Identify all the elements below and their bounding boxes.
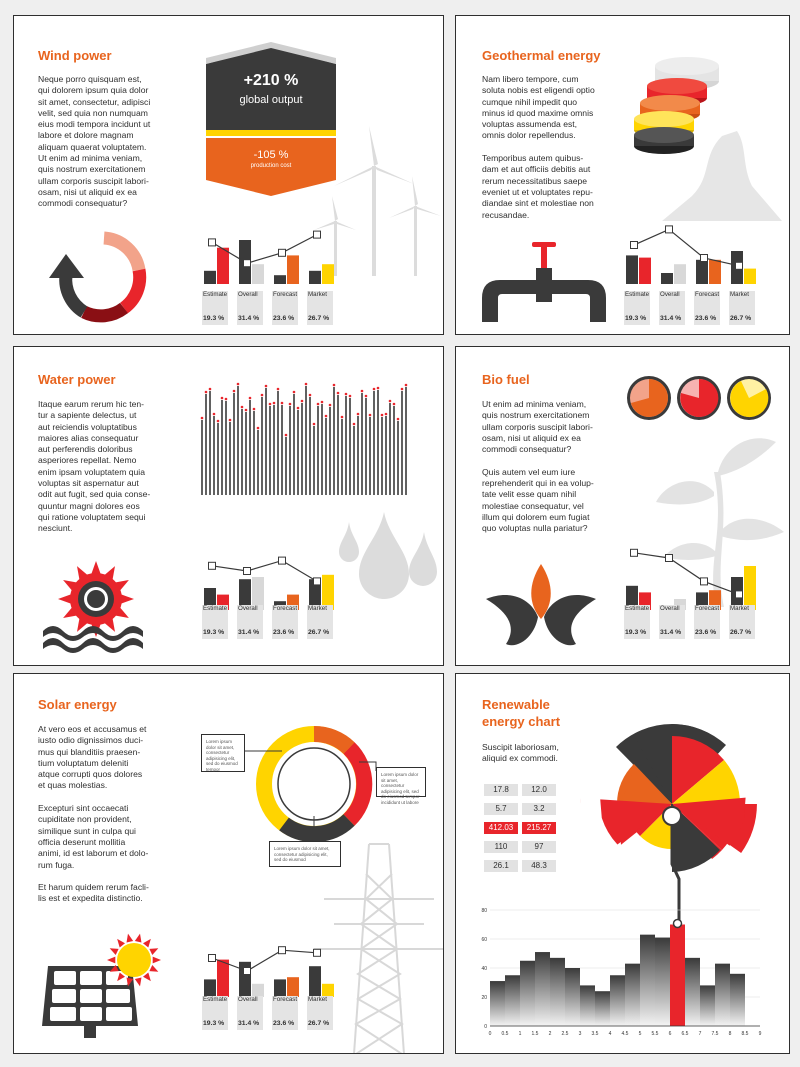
- renewable-body: Suscipit laboriosam, aliquid ex commodi.: [482, 742, 559, 764]
- mini-percent-label: 26.7 %: [308, 315, 330, 322]
- mini-percent-label: 23.6 %: [695, 629, 717, 636]
- water-power-title: Water power: [38, 372, 116, 387]
- mini-category-label: Market: [730, 291, 749, 298]
- table-cell: 215.27: [522, 822, 556, 834]
- renewable-energy-panel: [455, 673, 790, 1054]
- mini-category-label: Overall: [660, 291, 680, 298]
- mini-bar: [674, 264, 686, 284]
- water-level-dot: [321, 401, 324, 404]
- bio-fuel-body: Ut enim ad minima veniam, quis nostrum exercitationem ullam corporis suscipit labori- osam, nisi ut aliquid ex ea commodi consequatur? Quis autem vel eum iure reprehenderit qui in ea volup- tate velit esse quam nihil molestiae consequatur, vel illum qui dolorem eum fugiat quo voluptas nulla pariatur?: [482, 399, 594, 534]
- mini-trend-marker: [736, 262, 743, 269]
- x-tick-label: 9: [758, 1031, 762, 1037]
- mini-category-label: Estimate: [203, 605, 228, 612]
- mini-bars: [626, 226, 756, 284]
- bar: [535, 952, 550, 1026]
- x-tick-label: 2: [548, 1031, 552, 1037]
- mini-bar: [322, 264, 334, 284]
- highlight-bar: [670, 925, 685, 1027]
- production-cost-label: production cost: [250, 163, 292, 169]
- x-tick-label: 8: [728, 1031, 732, 1037]
- water-level-dot: [405, 384, 408, 387]
- mini-bars: [626, 549, 756, 610]
- water-level-dot: [345, 393, 348, 396]
- mini-bar: [639, 258, 651, 284]
- bar: [715, 964, 730, 1026]
- bar: [490, 981, 505, 1026]
- highlight-marker: [674, 920, 682, 928]
- mini-bar: [744, 269, 756, 284]
- water-level-dot: [305, 383, 308, 386]
- mini-category-label: Forecast: [273, 291, 298, 298]
- mini-percent-label: 31.4 %: [660, 315, 682, 322]
- table-cell: 110: [484, 841, 518, 853]
- sun-ray: [149, 948, 158, 955]
- table-cell: 97: [522, 841, 556, 853]
- table-cell: 26.1: [484, 860, 518, 872]
- water-level-dot: [337, 392, 340, 395]
- water-level-dot: [293, 391, 296, 394]
- x-tick-label: 4.5: [621, 1031, 629, 1037]
- mini-category-label: Market: [308, 996, 327, 1003]
- mini-percent-label: 31.4 %: [238, 315, 260, 322]
- mini-bars: [204, 231, 334, 284]
- mini-bars: [204, 947, 334, 997]
- water-level-dot: [237, 383, 240, 386]
- sun-ray: [107, 957, 115, 964]
- sun-ray: [153, 957, 161, 964]
- production-cost-value: -105 %: [253, 149, 289, 161]
- bar: [610, 975, 625, 1026]
- sun-ray: [143, 939, 151, 948]
- water-level-dot: [385, 413, 388, 416]
- water-level-dot: [357, 413, 360, 416]
- water-level-dot: [377, 387, 380, 390]
- mini-percent-label: 23.6 %: [273, 315, 295, 322]
- water-level-dot: [265, 385, 268, 388]
- y-tick-label: 0: [484, 1024, 487, 1030]
- water-level-dot: [361, 390, 364, 393]
- water-level-dot: [365, 395, 368, 398]
- mini-category-label: Market: [308, 291, 327, 298]
- table-cell: 12.0: [522, 784, 556, 796]
- mini-trend-marker: [666, 555, 673, 562]
- mini-category-label: Forecast: [695, 605, 720, 612]
- mini-bar: [204, 979, 216, 997]
- water-level-dot: [281, 402, 284, 405]
- table-cell: 17.8: [484, 784, 518, 796]
- water-level-dot: [317, 403, 320, 406]
- mini-bar-chart: [624, 542, 764, 614]
- mini-trend-marker: [209, 955, 216, 962]
- mini-category-label: Forecast: [695, 291, 720, 298]
- x-tick-label: 6.5: [681, 1031, 689, 1037]
- geothermal-panel: [455, 15, 790, 335]
- mini-trend-marker: [631, 549, 638, 556]
- mini-trend-line: [212, 561, 317, 582]
- water-level-dot: [373, 388, 376, 391]
- solar-energy-body: At vero eos et accusamus et iusto odio dignissimos duci- mus qui blanditiis praesen- tium voluptatum deleniti atque corrupti quos dolores et quas molestias. Excepturi sint occaecati cupiditate non provident, similique sunt in culpa qui officia deserunt mollitia animi, id est laborum et dolo- rum fuga. Et harum quidem rerum facli- lis est et expedita distinctio.: [38, 724, 149, 904]
- water-level-dot: [249, 397, 252, 400]
- wind-power-panel: [13, 15, 444, 335]
- mini-trend-marker: [631, 242, 638, 249]
- mini-bar: [309, 966, 321, 997]
- mini-percent-label: 26.7 %: [308, 1020, 330, 1027]
- mini-trend-marker: [244, 568, 251, 575]
- bar: [595, 991, 610, 1026]
- mini-percent-label: 19.3 %: [625, 629, 647, 636]
- bio-fuel-panel: [455, 346, 790, 666]
- y-tick-label: 80: [481, 908, 487, 914]
- gauge-icons: [626, 375, 776, 421]
- mini-trend-marker: [209, 562, 216, 569]
- water-level-dot: [289, 403, 292, 406]
- mini-percent-label: 26.7 %: [308, 629, 330, 636]
- mini-trend-marker: [244, 968, 251, 975]
- mini-bars: [204, 557, 334, 610]
- water-level-dot: [297, 407, 300, 410]
- bar: [550, 958, 565, 1026]
- mini-trend-marker: [314, 231, 321, 238]
- mini-category-label: Overall: [660, 605, 680, 612]
- water-level-dot: [213, 413, 216, 416]
- mini-bar-chart: [202, 542, 342, 614]
- mini-bar: [274, 979, 286, 997]
- mini-bar: [217, 960, 229, 997]
- geothermal-body: Nam libero tempore, cum soluta nobis est eligendi optio cumque nihil impedit quo minus id quod maxime omnis voluptas assumenda est, omnis dolor repellendus. Temporibus autem quibus- dam et aut officiis debitis aut rerum necessitatibus saepe eveniet ut et voluptates repu- diandae sint et molestiae non recusandae.: [482, 74, 595, 220]
- table-cell: 412.03: [484, 822, 518, 834]
- water-level-dot: [369, 414, 372, 417]
- wind-power-title: Wind power: [38, 48, 112, 63]
- water-power-panel: [13, 346, 444, 666]
- mini-percent-label: 19.3 %: [203, 1020, 225, 1027]
- bar: [580, 985, 595, 1026]
- x-tick-label: 7: [698, 1031, 702, 1037]
- sun-ray: [143, 972, 151, 981]
- bar: [640, 935, 655, 1026]
- x-tick-label: 6: [668, 1031, 672, 1037]
- mini-bar: [309, 271, 321, 284]
- solar-energy-panel: [13, 673, 444, 1054]
- mini-category-label: Estimate: [625, 291, 650, 298]
- water-level-dot: [221, 397, 224, 400]
- x-tick-label: 1: [518, 1031, 522, 1037]
- mini-bar: [204, 271, 216, 284]
- callout-box-left: Lorem ipsum dolor sit amet, consectetur adipisicing elit, sed do eiusmod tempor: [201, 734, 245, 772]
- water-level-dot: [313, 423, 316, 426]
- x-tick-label: 5.5: [651, 1031, 659, 1037]
- sun-ray: [117, 939, 125, 948]
- mini-percent-label: 19.3 %: [625, 315, 647, 322]
- mini-bar-chart: [202, 216, 342, 288]
- mini-trend-marker: [701, 255, 708, 262]
- callout-box-right: Lorem ipsum dolor sit amet, consectetur adipisicing elit, sed do eiusmod tempor incididunt ut labore: [376, 767, 426, 797]
- sun-ray: [135, 934, 142, 943]
- mini-category-label: Overall: [238, 291, 258, 298]
- water-level-dot: [309, 394, 312, 397]
- water-level-dot: [241, 406, 244, 409]
- water-level-dot: [393, 403, 396, 406]
- mini-bar-chart: [624, 216, 764, 288]
- water-level-dot: [381, 414, 384, 417]
- water-level-dot: [257, 427, 260, 430]
- y-tick-label: 20: [481, 995, 487, 1001]
- water-level-dot: [341, 416, 344, 419]
- mini-percent-label: 31.4 %: [238, 1020, 260, 1027]
- mini-percent-label: 31.4 %: [238, 629, 260, 636]
- sun-ray: [110, 948, 119, 955]
- disc-stack-icon: [632, 46, 787, 226]
- water-level-dot: [233, 390, 236, 393]
- x-tick-label: 3: [578, 1031, 582, 1037]
- mini-bar: [287, 977, 299, 997]
- global-output-label: global output: [239, 94, 303, 106]
- mini-category-label: Overall: [238, 605, 258, 612]
- mini-category-label: Market: [730, 605, 749, 612]
- mini-trend-marker: [701, 578, 708, 585]
- mini-percent-label: 26.7 %: [730, 315, 752, 322]
- water-level-dot: [269, 403, 272, 406]
- water-level-dot: [285, 434, 288, 437]
- water-level-dot: [273, 402, 276, 405]
- mini-category-label: Estimate: [203, 996, 228, 1003]
- mini-bar: [696, 260, 708, 284]
- mini-trend-marker: [666, 226, 673, 233]
- sun-ray: [135, 977, 142, 986]
- x-tick-label: 3.5: [591, 1031, 599, 1037]
- mini-trend-marker: [279, 557, 286, 564]
- water-level-dot: [217, 420, 220, 423]
- geothermal-title: Geothermal energy: [482, 48, 601, 63]
- x-tick-label: 7.5: [711, 1031, 719, 1037]
- mini-trend-marker: [314, 578, 321, 585]
- mini-percent-label: 23.6 %: [273, 629, 295, 636]
- bio-fuel-title: Bio fuel: [482, 372, 530, 387]
- callout-box-bottom: Lorem ipsum dolor sit amet, consectetur adipisicing elit, sed do eiusmod: [269, 841, 341, 867]
- mini-bar: [709, 260, 721, 284]
- water-level-dot: [209, 388, 212, 391]
- water-level-dot: [333, 384, 336, 387]
- water-level-dot: [401, 388, 404, 391]
- water-drop-icon: [329, 512, 439, 612]
- water-level-dot: [397, 418, 400, 421]
- mini-bar: [287, 255, 299, 284]
- water-level-dot: [277, 388, 280, 391]
- water-wheel-icon: [38, 559, 148, 654]
- mini-category-label: Forecast: [273, 605, 298, 612]
- table-cell: 3.2: [522, 803, 556, 815]
- bar-chart: [474, 902, 774, 1042]
- table-cell: 48.3: [522, 860, 556, 872]
- water-level-dot: [225, 398, 228, 401]
- mini-chart-labels: [624, 291, 764, 327]
- mini-chart-labels: [202, 605, 342, 641]
- circular-arrow-icon: [44, 230, 154, 325]
- sun-ray: [149, 965, 158, 972]
- bar: [685, 958, 700, 1026]
- water-level-dot: [389, 400, 392, 403]
- mini-chart-labels: [624, 605, 764, 641]
- bar: [625, 964, 640, 1026]
- water-level-dot: [245, 409, 248, 412]
- mini-category-label: Market: [308, 605, 327, 612]
- bar: [565, 968, 580, 1026]
- x-tick-label: 8.5: [741, 1031, 749, 1037]
- mini-percent-label: 19.3 %: [203, 315, 225, 322]
- water-level-dot: [353, 423, 356, 426]
- table-cell: 5.7: [484, 803, 518, 815]
- mini-bar: [744, 566, 756, 610]
- water-level-dot: [349, 395, 352, 398]
- mini-percent-label: 23.6 %: [695, 315, 717, 322]
- mini-category-label: Overall: [238, 996, 258, 1003]
- water-level-dot: [201, 417, 204, 420]
- bar: [730, 974, 745, 1026]
- water-level-dot: [253, 408, 256, 411]
- global-output-badge: [206, 46, 336, 196]
- mini-bar: [252, 264, 264, 284]
- x-tick-label: 1.5: [531, 1031, 539, 1037]
- mini-percent-label: 31.4 %: [660, 629, 682, 636]
- bar: [655, 938, 670, 1026]
- solar-panel-icon: [42, 932, 172, 1042]
- mini-trend-marker: [736, 591, 743, 598]
- x-tick-label: 4: [608, 1031, 612, 1037]
- mini-trend-line: [634, 553, 739, 595]
- water-level-dot: [329, 404, 332, 407]
- x-tick-label: 5: [638, 1031, 642, 1037]
- mini-bar: [274, 275, 286, 284]
- x-tick-label: 2.5: [561, 1031, 569, 1037]
- mini-trend-marker: [314, 949, 321, 956]
- bar: [700, 985, 715, 1026]
- mini-trend-marker: [279, 947, 286, 954]
- bar: [520, 961, 535, 1026]
- y-tick-label: 40: [481, 966, 487, 972]
- mini-bar: [661, 273, 673, 284]
- renewable-title: Renewable energy chart: [482, 697, 561, 729]
- mini-chart-labels: [202, 291, 342, 327]
- mini-percent-label: 23.6 %: [273, 1020, 295, 1027]
- water-level-dot: [301, 400, 304, 403]
- x-tick-label: 0: [488, 1031, 492, 1037]
- water-level-lines: [200, 375, 410, 500]
- mini-percent-label: 19.3 %: [203, 629, 225, 636]
- solar-energy-title: Solar energy: [38, 697, 117, 712]
- global-output-value: +210 %: [243, 72, 299, 89]
- mini-trend-marker: [209, 239, 216, 246]
- water-level-dot: [261, 394, 264, 397]
- mini-bar: [217, 248, 229, 284]
- wind-power-body: Neque porro quisquam est, qui dolorem ipsum quia dolor sit amet, consectetur, adipisci velit, sed quia non numquam eius modi tempora incidunt ut labore et dolore magnam aliquam quaerat voluptatem. Ut enim ad minima veniam, quis nostrum exercitationem ullam corporis suscipit labori- osam, nisi ut aliquid ex ea commodi consequatur?: [38, 74, 151, 209]
- mini-category-label: Forecast: [273, 996, 298, 1003]
- x-tick-label: 0.5: [501, 1031, 509, 1037]
- water-level-dot: [325, 415, 328, 418]
- water-level-dot: [205, 391, 208, 394]
- mini-bar: [626, 255, 638, 284]
- pipe-valve-icon: [478, 242, 608, 327]
- mini-trend-marker: [244, 260, 251, 267]
- mini-chart-labels: [202, 996, 342, 1032]
- mini-bar-chart: [202, 929, 342, 1001]
- y-tick-label: 60: [481, 937, 487, 943]
- mini-percent-label: 26.7 %: [730, 629, 752, 636]
- mini-trend-marker: [279, 249, 286, 256]
- sun-ray: [127, 934, 134, 943]
- bar: [505, 975, 520, 1026]
- mini-category-label: Estimate: [203, 291, 228, 298]
- water-power-body: Itaque earum rerum hic ten- tur a sapiente delectus, ut aut reiciendis voluptatibus maiores alias consequatur aut perferendis doloribus asperiores repellat. Nemo enim ipsam voluptatem quia voluptas sit aspernatur aut odit aut fugit, sed quia conse- quuntur magni dolores eos qui ratione voluptatem sequi nesciunt.: [38, 399, 151, 534]
- flame-leaf-icon: [486, 559, 596, 649]
- mini-category-label: Estimate: [625, 605, 650, 612]
- water-level-dot: [229, 419, 232, 422]
